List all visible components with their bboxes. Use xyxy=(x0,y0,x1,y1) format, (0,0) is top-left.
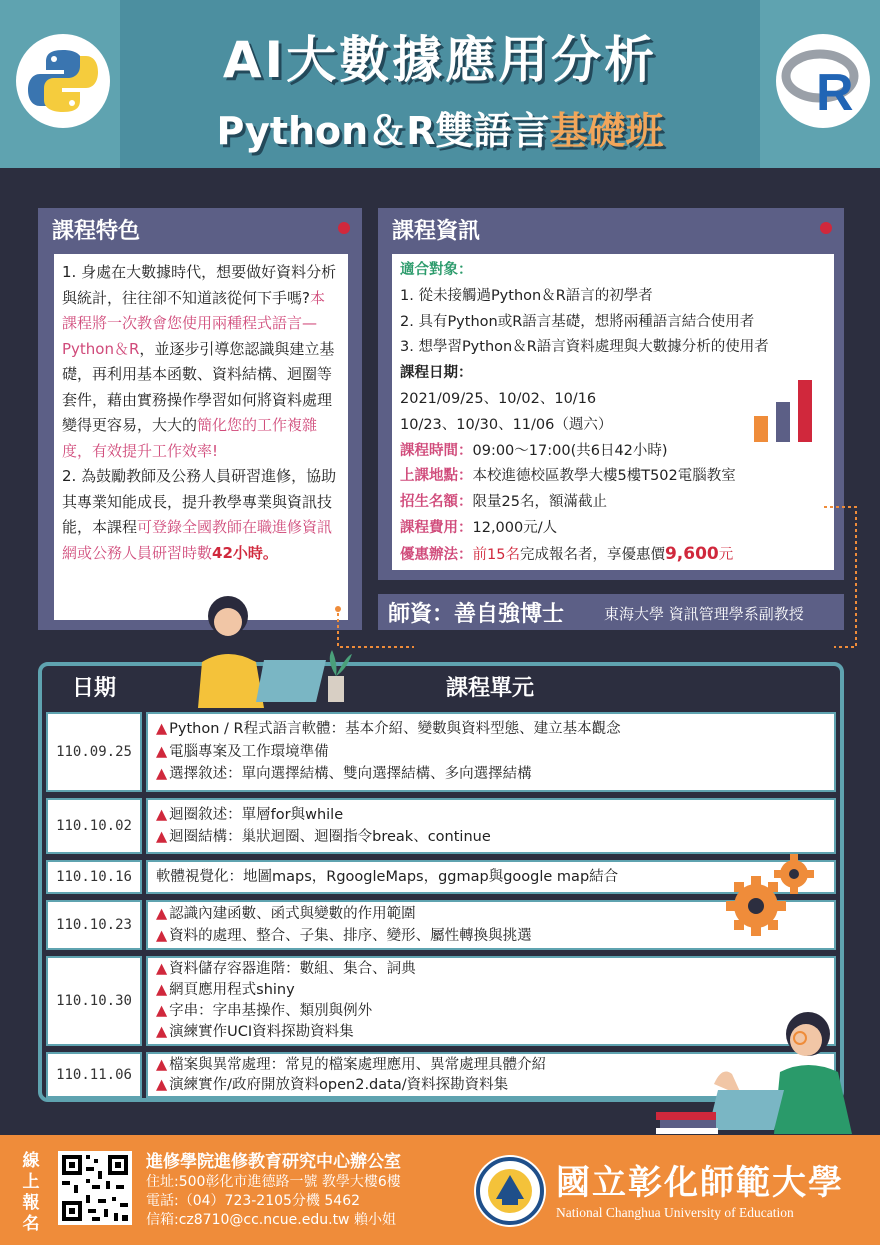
unit-text: 演練實作UCI資料探勘資料集 xyxy=(169,1024,354,1040)
dates-line: 10/23、10/30、11/06（週六） xyxy=(400,416,613,433)
schedule-head-date: 日期 xyxy=(71,676,116,701)
place-line xyxy=(400,464,826,490)
table-row xyxy=(46,900,836,950)
place-value: 本校進德校區教學大樓5樓T502電腦教室 xyxy=(472,468,736,485)
features-title: 課程特色 xyxy=(52,219,141,244)
university-name-en: National Changhua University of Education xyxy=(556,1205,794,1220)
discount-label: 優惠辦法： xyxy=(400,546,473,563)
unit-item: ▲ 迴圈敘述：單層for與while xyxy=(156,806,344,823)
row-date: 110.11.06 xyxy=(46,1052,142,1098)
row-date: 110.10.30 xyxy=(46,956,142,1046)
unit-text: 選擇敘述：單向選擇結構、雙向選擇結構、多向選擇結構 xyxy=(169,766,532,783)
contact-info xyxy=(146,1151,401,1230)
teacher-bar xyxy=(378,594,844,630)
unit-text: 網頁應用程式shiny xyxy=(169,982,295,998)
audience-item: 2. 具有Python或R語言基礎，想將兩種語言結合使用者 xyxy=(400,313,755,330)
svg-text:R: R xyxy=(816,64,854,122)
unit-item: ▲ Python / R程式語言軟體：基本介紹、變數與資料型態、建立基本觀念 xyxy=(156,721,621,738)
table-row xyxy=(46,860,836,894)
bar-chart-icon xyxy=(750,374,820,446)
table-row xyxy=(46,798,836,854)
unit-item: ▲ 字串：字串基操作、類別與例外 xyxy=(156,1003,373,1019)
info-dot-icon xyxy=(820,222,832,234)
unit-item: ▲ 認識內建函數、函式與變數的作用範圍 xyxy=(156,905,416,922)
row-date: 110.10.02 xyxy=(46,798,142,854)
unit-item: ▲ 選擇敘述：單向選擇結構、雙向選擇結構、多向選擇結構 xyxy=(156,766,532,783)
row-units xyxy=(146,798,836,854)
features-p2-b: 可登錄全國教師在職進修資訊網或公務人員研習時數 xyxy=(62,518,333,562)
audience-item: 1. 從未接觸過Python＆R語言的初學者 xyxy=(400,287,653,304)
gears-icon xyxy=(722,850,822,946)
audience-label: 適合對象： xyxy=(400,262,473,278)
unit-text: Python / R程式語言軟體：基本介紹、變數與資料型態、建立基本觀念 xyxy=(169,721,621,738)
discount-price: 9,600 xyxy=(664,543,719,564)
unit-text: 迴圈敘述：單層for與while xyxy=(169,806,344,823)
unit-item: ▲ 檔案與異常處理：常見的檔案處理應用、異常處理具體介紹 xyxy=(156,1057,547,1073)
time-label: 課程時間： xyxy=(400,442,473,459)
features-p1-c: ，並逐步引導您認識與建立基礎，再利用基本函數、資料結構、迴圈等套件，藉由實務操作學習如何將資料處理變得更容易，大大的 xyxy=(62,339,335,434)
sub-title xyxy=(0,100,880,155)
row-date: 110.10.23 xyxy=(46,900,142,950)
dates-label: 課程日期： xyxy=(400,365,473,382)
discount-first: 前15名 xyxy=(472,546,520,563)
footer xyxy=(0,1135,880,1245)
sub-title-highlight: 基礎班 xyxy=(549,109,664,153)
features-text xyxy=(54,254,348,572)
connector-lines xyxy=(334,505,864,665)
university-name: 國立彰化師範大學 xyxy=(556,1163,844,1203)
unit-item: ▲ 資料的處理、整合、子集、排序、變形、屬性轉換與挑選 xyxy=(156,928,532,944)
unit-text: 迴圈結構：巢狀迴圈、迴圈指令break、continue xyxy=(169,829,491,845)
unit-text: 檔案與異常處理：常見的檔案處理應用、異常處理具體介紹 xyxy=(169,1057,547,1073)
features-content xyxy=(54,254,348,620)
phone: 電話:（04）723-2105分機 5462 xyxy=(146,1193,361,1209)
features-p2-c: 42小時。 xyxy=(212,543,278,562)
woman-laptop-illustration xyxy=(176,590,366,710)
fee-value: 12,000元/人 xyxy=(472,519,558,536)
email: 信箱:cz8710@cc.ncue.edu.tw 賴小姐 xyxy=(146,1212,396,1228)
unit-item: ▲ 網頁應用程式shiny xyxy=(156,982,295,998)
features-p1-d: 簡化您的工作複雜度，有效提升工作效率! xyxy=(62,416,318,460)
quota-label: 招生名額： xyxy=(400,494,473,511)
unit-text: 認識內建函數、函式與變數的作用範圍 xyxy=(169,905,416,922)
r-logo-icon xyxy=(776,34,870,128)
qr-code-icon[interactable] xyxy=(58,1151,132,1225)
man-laptop-illustration xyxy=(656,1000,866,1134)
office-name: 進修學院進修教育研究中心辦公室 xyxy=(146,1152,401,1172)
row-units xyxy=(146,712,836,792)
unit-text: 資料儲存容器進階：數組、集合、詞典 xyxy=(169,961,416,977)
university-seal-icon xyxy=(474,1155,546,1227)
info-title: 課程資訊 xyxy=(392,219,481,244)
discount-unit: 元 xyxy=(718,546,734,563)
unit-item: ▲ 電腦專案及工作環境準備 xyxy=(156,743,329,760)
unit-text: 電腦專案及工作環境準備 xyxy=(169,743,329,760)
main-title: AI大數據應用分析 xyxy=(222,31,658,89)
quota-value: 限量25名，額滿截止 xyxy=(472,494,607,511)
table-row xyxy=(46,712,836,792)
unit-text: 資料的處理、整合、子集、排序、變形、屬性轉換與挑選 xyxy=(169,928,532,944)
python-logo-icon xyxy=(16,34,110,128)
unit-text: 軟體視覺化：地圖maps，RgoogleMaps，ggmap與google map結合 xyxy=(156,868,619,885)
features-panel xyxy=(38,208,362,630)
time-value: 09:00～17:00(共6日42小時) xyxy=(472,442,668,459)
audience-item: 3. 想學習Python＆R語言資料處理與大數據分析的使用者 xyxy=(400,339,769,356)
dates-line: 2021/09/25、10/02、10/16 xyxy=(400,390,597,407)
features-p1-b: 本課程將一次教會您使用兩種程式語言—Python＆R xyxy=(62,288,325,358)
row-date: 110.10.16 xyxy=(46,860,142,894)
unit-item: ▲ 迴圈結構：巢狀迴圈、迴圈指令break、continue xyxy=(156,829,491,845)
place-label: 上課地點： xyxy=(400,468,473,485)
features-p1-a: 1. 身處在大數據時代，想要做好資料分析與統計，往往卻不知道該從何下手嗎? xyxy=(62,263,337,307)
address: 住址:500彰化市進德路一號 教學大樓6樓 xyxy=(146,1174,401,1190)
row-date: 110.09.25 xyxy=(46,712,142,792)
unit-item: ▲ 演練實作/政府開放資料open2.data/資料探勘資料集 xyxy=(156,1077,509,1093)
schedule-head-unit: 課程單元 xyxy=(445,676,534,701)
unit-item: ▲ 演練實作UCI資料探勘資料集 xyxy=(156,1024,354,1040)
unit-text: 演練實作/政府開放資料open2.data/資料探勘資料集 xyxy=(169,1077,509,1093)
online-signup-tag: 線上報名 xyxy=(22,1151,40,1234)
features-dot-icon xyxy=(338,222,350,234)
unit-item: ▲ 資料儲存容器進階：數組、集合、詞典 xyxy=(156,961,416,977)
sub-title-prefix: Python＆R雙語言 xyxy=(216,109,550,153)
unit-text: 字串：字串基操作、類別與例外 xyxy=(169,1003,373,1019)
features-p2-a: 2. 為鼓勵教師及公務人員研習進修，協助其專業知能成長，提升教學專業與資訊技能，本課程 xyxy=(62,467,337,536)
fee-label: 課程費用： xyxy=(400,519,473,536)
teacher-title: 東海大學 資訊管理學系副教授 xyxy=(604,605,804,623)
teacher-name: 師資：善自強博士 xyxy=(388,602,565,627)
discount-text: 完成報名者，享優惠價 xyxy=(519,546,665,563)
